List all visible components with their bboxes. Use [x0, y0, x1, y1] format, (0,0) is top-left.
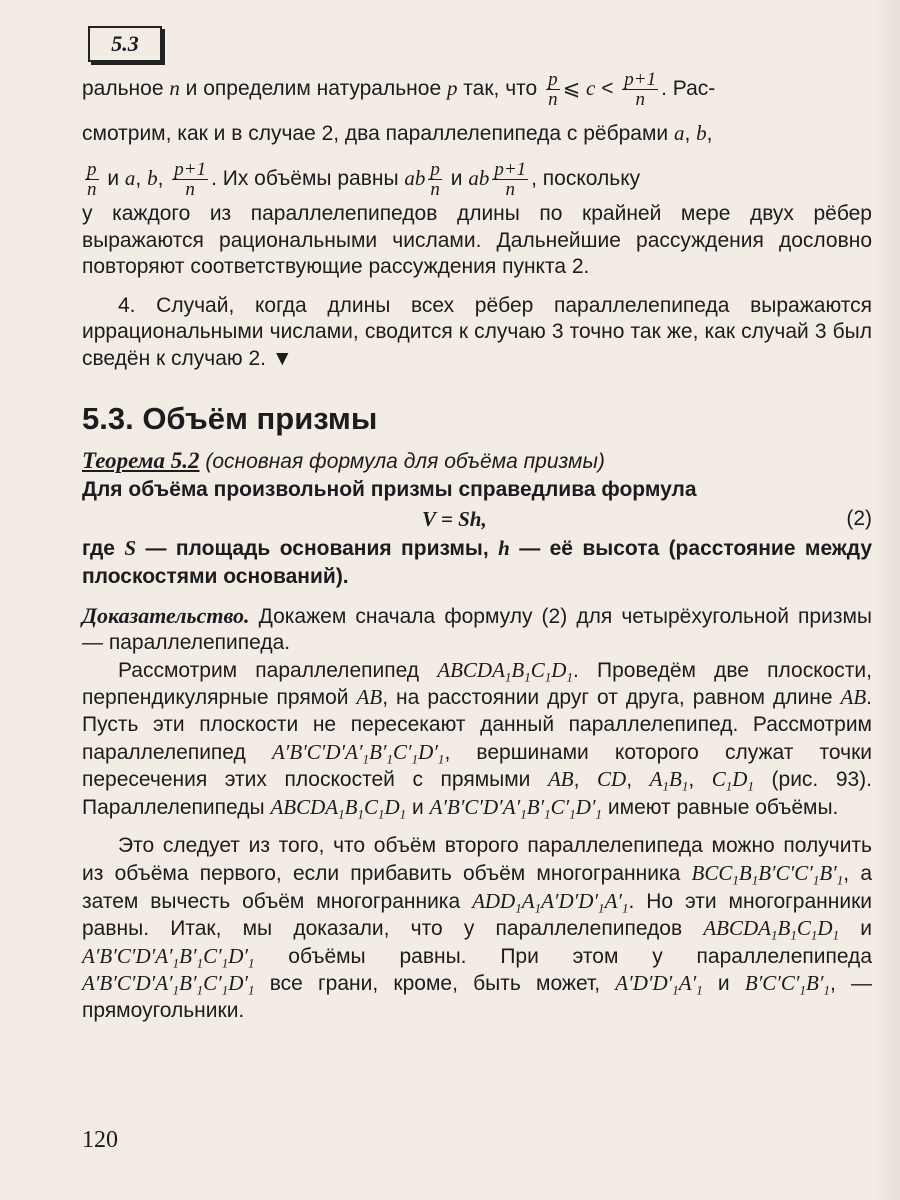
- formula-row: [82, 504, 872, 534]
- formula-number: (2): [846, 506, 872, 530]
- paragraph-continuation: ральное n и определим натуральное p так, что $\frac{p}{n}$ ⩽ c < $\frac{p+1}{n}$ . Рас- смотрим, как и в случае 2, два параллелепипеда с рёбрами a, b, $\frac{p}{n}$ и a, b, $\frac{p+1}{n}$ . Их объёмы равны ab $\frac{p}{n}$ и ab $\frac{p+1}{n}$ , поскольку: [82, 68, 716, 200]
- proof-intro: Доказательство. Докажем сначала формулу (2) для четырёхугольной призмы — параллелепипеда.: [82, 602, 872, 655]
- paragraph-parallelepiped: Рассмотрим параллелепипед $ABCDA_1B_1C_1D_1$. Проведём две плоскости, перпендикулярные прямой AB, на расстоянии друг от друга, равном длине AB. Пусть эти плоскости не пересекают данный параллелепипед. Рассмотрим параллелепипед $A'B'C'D'A'_1B'_1C'_1D'_1$, вершинами которого служат точки пересечения этих плоскостей с прямыми AB, CD, $A_1B_1$, $C_1D_1$ (рис. 93). Параллелепипеды $ABCDA_1B_1C_1D_1$ и $A'B'C'D'A'_1B'_1C'_1D'_1$ имеют равные объёмы.: [82, 657, 873, 822]
- theorem-block: [82, 447, 872, 591]
- fraction-p-n: $\frac{p}{n}$: [430, 158, 440, 200]
- page-number: 120: [82, 1127, 118, 1153]
- proof-title: Доказательство.: [82, 602, 250, 628]
- end-of-proof-icon: ▼: [271, 346, 293, 370]
- fraction-p1-n: $\frac{p+1}{n}$: [624, 68, 657, 110]
- theorem-statement: Для объёма произвольной призмы справедлива формула: [82, 477, 697, 501]
- fraction-p1-n: $\frac{p+1}{n}$: [174, 158, 207, 200]
- fraction-p-n: $\frac{p}{n}$: [548, 68, 558, 110]
- section-box: 5.3: [88, 26, 162, 62]
- section-title: 5.3. Объём призмы: [82, 400, 378, 436]
- paragraph-volumes: Это следует из того, что объём второго параллелепипеда можно получить из объёма первого, если прибавить объём многогранника $BCC_1B_1B'C'C'_1B'_1$, а затем вычесть объём многогранника $ADD_1A_1A'D'D'_1A'_1$. Но эти многогранники равны. Итак, мы доказали, что у параллелепипедов $ABCDA_1B_1C_1D_1$ и $A'B'C'D'A'_1B'_1C'_1D'_1$ объёмы равны. При этом у параллелепипеда $A'B'C'D'A'_1B'_1C'_1D'_1$ все грани, кроме, быть может, $A'D'D'_1A'_1$ и $B'C'C'_1B'_1$, — прямоугольники.: [82, 834, 873, 1022]
- paragraph-text: у каждого из параллелепипедов длины по крайней мере двух рёбер выражаются рациональными числами. Дальнейшие рассуждения дословно повторяют соответствующие рассуждения пункта 2.: [82, 202, 872, 279]
- theorem-note: (основная формула для объёма призмы): [199, 449, 605, 473]
- formula: V = Sh,: [422, 506, 487, 531]
- theorem-title: Теорема 5.2: [82, 447, 200, 473]
- fraction-p1-n: $\frac{p+1}{n}$: [494, 158, 527, 200]
- fraction-p-n: $\frac{p}{n}$: [87, 158, 97, 200]
- theorem-definitions: где S — площадь основания призмы, h — её высота (расстояние между плоскостями оснований).: [82, 535, 873, 588]
- paragraph-case-4: 4. Случай, когда длины всех рёбер параллелепипеда выражаются иррациональными числами, сводится к случаю 3 точно так же, как случай 3 был сведён к случаю 2. ▼: [82, 293, 872, 370]
- page-body: [82, 66, 872, 1024]
